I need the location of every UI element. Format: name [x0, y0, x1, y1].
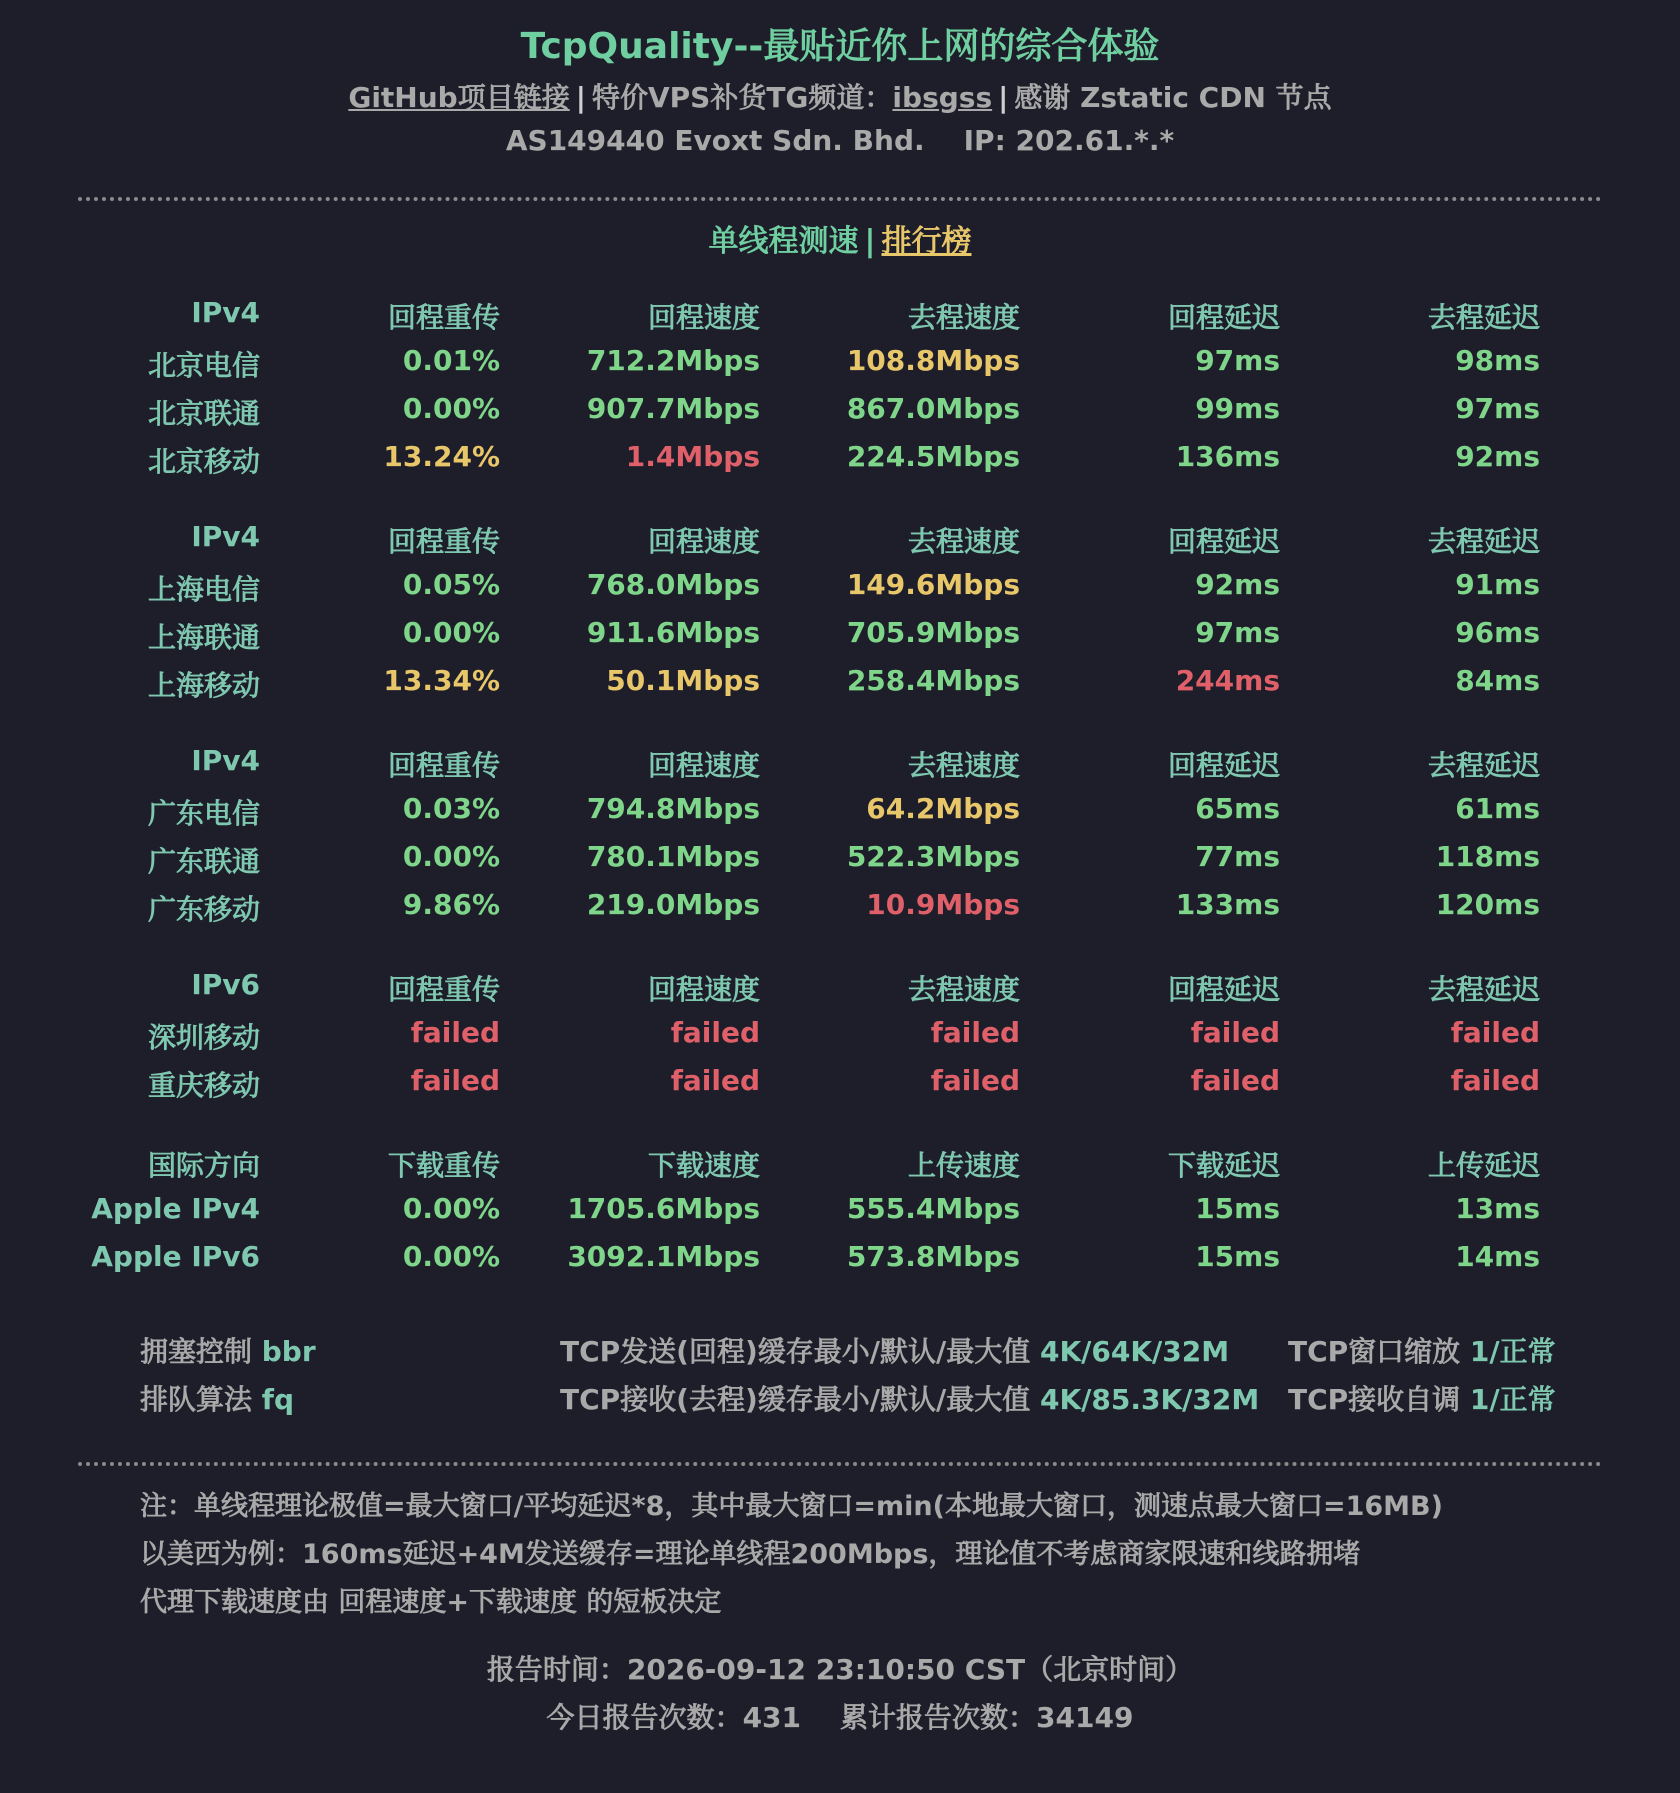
single-thread-title: 单线程测速: [708, 224, 859, 259]
table-cell: 61ms: [1455, 792, 1540, 825]
row-label: Apple IPv4: [91, 1192, 260, 1225]
queue-value: fq: [261, 1383, 294, 1416]
table-cell: 244ms: [1175, 664, 1280, 697]
send-buffer-label: TCP发送(回程)缓存最小/默认/最大值: [560, 1335, 1031, 1368]
table-cell: 9.86%: [402, 888, 500, 921]
column-header: 去程速度: [907, 749, 1020, 782]
table-row: [0, 792, 1680, 832]
table-cell: failed: [410, 1016, 500, 1049]
today-count-label: 今日报告次数：: [546, 1701, 743, 1734]
column-header: 回程速度: [647, 749, 760, 782]
table-cell: 13.24%: [383, 440, 500, 473]
table-row: [0, 616, 1680, 656]
report-counts: [0, 1696, 1680, 1736]
table-cell: failed: [1190, 1064, 1280, 1097]
table-cell: failed: [930, 1064, 1020, 1097]
table-cell: 780.1Mbps: [586, 840, 760, 873]
table-cell: 0.05%: [402, 568, 500, 601]
column-header: 回程延迟: [1167, 301, 1280, 334]
table-cell: 50.1Mbps: [606, 664, 760, 697]
table-cell: 77ms: [1195, 840, 1280, 873]
table-cell: 555.4Mbps: [846, 1192, 1020, 1225]
separator: |: [575, 81, 586, 114]
table-cell: 0.00%: [402, 1192, 500, 1225]
column-header: 回程延迟: [1167, 973, 1280, 1006]
table-cell: 13.34%: [383, 664, 500, 697]
row-label: 上海联通: [147, 621, 260, 654]
table-cell: 149.6Mbps: [846, 568, 1020, 601]
table-cell: 15ms: [1195, 1192, 1280, 1225]
column-header: 回程速度: [647, 301, 760, 334]
table-cell: 867.0Mbps: [846, 392, 1020, 425]
row-label: 北京电信: [147, 349, 260, 382]
report-time: 报告时间：2026-09-12 23:10:50 CST（北京时间）: [486, 1653, 1194, 1686]
column-header: 回程速度: [647, 525, 760, 558]
row-label: 北京移动: [147, 445, 260, 478]
divider: [78, 1462, 1602, 1466]
table-cell: 219.0Mbps: [586, 888, 760, 921]
ip-info: IP: 202.61.*.*: [963, 124, 1175, 157]
table-cell: 133ms: [1175, 888, 1280, 921]
table-cell: 0.00%: [402, 616, 500, 649]
table-cell: 98ms: [1455, 344, 1540, 377]
column-header: 去程速度: [907, 525, 1020, 558]
table-cell: 99ms: [1195, 392, 1280, 425]
system-row-2: [0, 1378, 1680, 1418]
table-cell: failed: [1190, 1016, 1280, 1049]
vps-text: 特价VPS补货TG频道：: [591, 81, 893, 114]
column-header: 国际方向: [147, 1149, 260, 1182]
column-header: 上传速度: [907, 1149, 1020, 1182]
header-links: [0, 76, 1680, 116]
column-header: 上传延迟: [1427, 1149, 1540, 1182]
table-row: [0, 888, 1680, 928]
row-label: 上海移动: [147, 669, 260, 702]
note-line: 以美西为例：160ms延迟+4M发送缓存=理论单线程200Mbps，理论值不考虑商家限速和线路拥堵: [140, 1539, 1361, 1570]
table-cell: 0.00%: [402, 392, 500, 425]
total-count-label: 累计报告次数：: [840, 1701, 1037, 1734]
table-row: [0, 664, 1680, 704]
table-cell: 794.8Mbps: [586, 792, 760, 825]
column-header: 下载延迟: [1167, 1149, 1280, 1182]
tg-channel-link[interactable]: ibsgss: [892, 81, 993, 114]
column-header: 去程延迟: [1427, 301, 1540, 334]
recv-autotune-value: 1/正常: [1469, 1383, 1556, 1416]
column-header: 回程重传: [387, 301, 500, 334]
divider: [78, 197, 1602, 201]
separator: |: [998, 81, 1009, 114]
column-header: 去程延迟: [1427, 973, 1540, 1006]
note-line: 代理下载速度由 回程速度+下载速度 的短板决定: [140, 1587, 722, 1618]
table-cell: 0.00%: [402, 1240, 500, 1273]
table-cell: 0.03%: [402, 792, 500, 825]
table-row: [0, 1064, 1680, 1104]
row-label: 广东联通: [147, 845, 260, 878]
table-cell: failed: [410, 1064, 500, 1097]
ranking-link[interactable]: 排行榜: [881, 224, 972, 259]
row-label: 深圳移动: [147, 1021, 260, 1054]
table-cell: failed: [930, 1016, 1020, 1049]
table-header-row: [0, 744, 1680, 784]
table-row: [0, 840, 1680, 880]
table-cell: 92ms: [1455, 440, 1540, 473]
column-header: IPv4: [191, 744, 260, 777]
congestion-value: bbr: [261, 1335, 316, 1368]
table-row: [0, 1016, 1680, 1056]
table-cell: 224.5Mbps: [846, 440, 1020, 473]
row-label: 上海电信: [147, 573, 260, 606]
table-cell: 911.6Mbps: [586, 616, 760, 649]
table-cell: 712.2Mbps: [586, 344, 760, 377]
send-buffer-value: 4K/64K/32M: [1039, 1335, 1230, 1368]
table-cell: 522.3Mbps: [846, 840, 1020, 873]
table-cell: 573.8Mbps: [846, 1240, 1020, 1273]
table-row: [0, 1240, 1680, 1280]
table-cell: 136ms: [1175, 440, 1280, 473]
table-cell: 258.4Mbps: [846, 664, 1020, 697]
system-row-1: [0, 1330, 1680, 1370]
column-header: 去程速度: [907, 301, 1020, 334]
column-header: 回程延迟: [1167, 749, 1280, 782]
table-cell: 1705.6Mbps: [567, 1192, 760, 1225]
window-scale-label: TCP窗口缩放: [1288, 1335, 1461, 1368]
column-header: 回程重传: [387, 749, 500, 782]
table-row: [0, 568, 1680, 608]
column-header: 去程延迟: [1427, 749, 1540, 782]
table-header-row: [0, 296, 1680, 336]
table-header-row: [0, 1144, 1680, 1184]
column-header: 回程重传: [387, 525, 500, 558]
table-cell: 91ms: [1455, 568, 1540, 601]
table-row: [0, 1192, 1680, 1232]
table-cell: 768.0Mbps: [586, 568, 760, 601]
thanks-text: 感谢 Zstatic CDN 节点: [1014, 81, 1332, 114]
total-count: 34149: [1036, 1701, 1134, 1734]
table-cell: 84ms: [1455, 664, 1540, 697]
table-cell: failed: [670, 1016, 760, 1049]
table-row: [0, 440, 1680, 480]
table-cell: 0.00%: [402, 840, 500, 873]
page-title: TcpQuality--最贴近你上网的综合体验: [520, 26, 1160, 67]
as-info: AS149440 Evoxt Sdn. Bhd.: [505, 124, 925, 157]
today-count: 431: [742, 1701, 802, 1734]
table-cell: failed: [1450, 1064, 1540, 1097]
section-title: [0, 216, 1680, 260]
github-link[interactable]: GitHub项目链接: [348, 81, 570, 114]
as-info-line: [0, 124, 1680, 157]
queue-label: 排队算法: [140, 1383, 253, 1416]
congestion-label: 拥塞控制: [140, 1335, 253, 1368]
table-header-row: [0, 968, 1680, 1008]
table-cell: 65ms: [1195, 792, 1280, 825]
window-scale-value: 1/正常: [1469, 1335, 1556, 1368]
row-label: Apple IPv6: [91, 1240, 260, 1273]
column-header: 去程延迟: [1427, 525, 1540, 558]
table-cell: 0.01%: [402, 344, 500, 377]
table-cell: 64.2Mbps: [866, 792, 1020, 825]
table-cell: 15ms: [1195, 1240, 1280, 1273]
row-label: 广东电信: [147, 797, 260, 830]
recv-autotune-label: TCP接收自调: [1288, 1383, 1461, 1416]
column-header: 下载速度: [647, 1149, 760, 1182]
table-cell: 1.4Mbps: [625, 440, 760, 473]
table-cell: 10.9Mbps: [866, 888, 1020, 921]
table-cell: 120ms: [1435, 888, 1540, 921]
table-cell: 907.7Mbps: [586, 392, 760, 425]
table-row: [0, 392, 1680, 432]
column-header: 回程速度: [647, 973, 760, 1006]
table-cell: 3092.1Mbps: [567, 1240, 760, 1273]
row-label: 北京联通: [147, 397, 260, 430]
table-cell: 118ms: [1435, 840, 1540, 873]
recv-buffer-value: 4K/85.3K/32M: [1039, 1383, 1260, 1416]
separator: |: [864, 224, 876, 259]
table-cell: failed: [1450, 1016, 1540, 1049]
table-cell: 92ms: [1195, 568, 1280, 601]
column-header: 回程重传: [387, 973, 500, 1006]
column-header: 去程速度: [907, 973, 1020, 1006]
table-cell: 705.9Mbps: [846, 616, 1020, 649]
column-header: 回程延迟: [1167, 525, 1280, 558]
row-label: 广东移动: [147, 893, 260, 926]
note-line: 注：单线程理论极值=最大窗口/平均延迟*8，其中最大窗口=min(本地最大窗口，测速点最大窗口=16MB): [140, 1491, 1443, 1522]
column-header: IPv4: [191, 296, 260, 329]
table-cell: 13ms: [1455, 1192, 1540, 1225]
table-cell: failed: [670, 1064, 760, 1097]
table-cell: 97ms: [1455, 392, 1540, 425]
recv-buffer-label: TCP接收(去程)缓存最小/默认/最大值: [560, 1383, 1031, 1416]
table-cell: 14ms: [1455, 1240, 1540, 1273]
row-label: 重庆移动: [147, 1069, 260, 1102]
table-cell: 96ms: [1455, 616, 1540, 649]
table-cell: 97ms: [1195, 344, 1280, 377]
table-cell: 97ms: [1195, 616, 1280, 649]
table-cell: 108.8Mbps: [846, 344, 1020, 377]
table-row: [0, 344, 1680, 384]
column-header: IPv6: [191, 968, 260, 1001]
table-header-row: [0, 520, 1680, 560]
column-header: 下载重传: [387, 1149, 500, 1182]
column-header: IPv4: [191, 520, 260, 553]
